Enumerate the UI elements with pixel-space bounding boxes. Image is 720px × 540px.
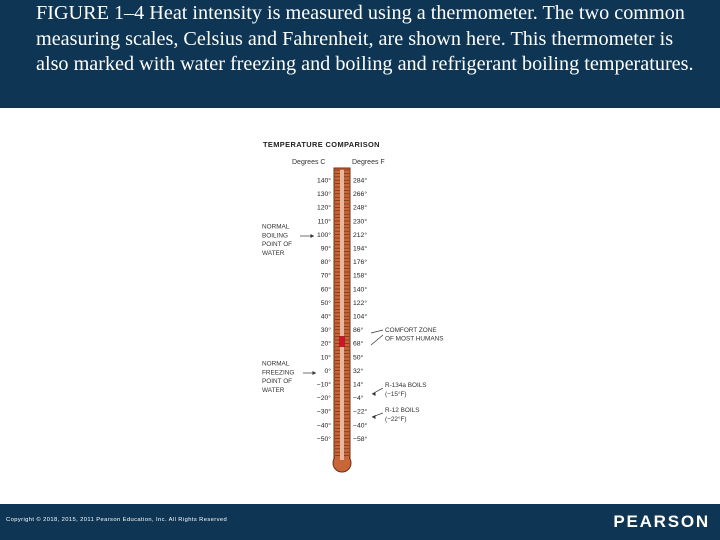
fahrenheit-value: 266° <box>353 191 368 199</box>
fahrenheit-value: 86° <box>353 327 364 335</box>
celsius-value: 90° <box>320 245 331 253</box>
celsius-value: 80° <box>320 259 331 267</box>
fahrenheit-value: 104° <box>353 313 368 321</box>
celsius-value: 50° <box>320 299 331 307</box>
celsius-value: 0° <box>324 367 331 375</box>
fahrenheit-value: 248° <box>353 204 368 212</box>
comfort-zone-label: COMFORT ZONE OF MOST HUMANS <box>385 327 444 343</box>
celsius-value: 70° <box>320 272 331 280</box>
celsius-value: 120° <box>316 204 331 212</box>
fahrenheit-value: 212° <box>353 231 368 239</box>
celsius-value: −50° <box>316 435 331 443</box>
celsius-value: 30° <box>320 327 331 335</box>
celsius-value: 100° <box>316 231 331 239</box>
fahrenheit-header: Degrees F <box>352 159 385 166</box>
celsius-header: Degrees C <box>292 159 326 166</box>
figure-caption: FIGURE 1–4 Heat intensity is measured using a thermometer. The two common measuring scales, Celsius and Fahrenheit, are shown here. This thermometer is also marked with water freezing and boiling and refrigerant boiling temperatures. <box>36 2 694 75</box>
comfort-leader <box>371 335 383 345</box>
celsius-value: 60° <box>320 286 331 294</box>
celsius-value: −40° <box>316 422 331 430</box>
r134a-arrow-head <box>372 392 376 396</box>
r134a-label: R-134a BOILS (−15°F) <box>385 382 427 398</box>
fahrenheit-value: 122° <box>353 299 368 307</box>
fahrenheit-value: 158° <box>353 272 368 280</box>
celsius-value: 40° <box>320 313 331 321</box>
celsius-value: −10° <box>316 381 331 389</box>
copyright-text: Copyright © 2018, 2015, 2011 Pearson Education, Inc. All Rights Reserved <box>6 517 228 523</box>
fahrenheit-value: 32° <box>353 367 364 375</box>
celsius-value: −20° <box>316 395 331 403</box>
fahrenheit-value: 194° <box>353 245 368 253</box>
fahrenheit-value: −40° <box>353 422 368 430</box>
footer-bar <box>0 504 720 540</box>
fahrenheit-value: −58° <box>353 435 368 443</box>
celsius-value: 110° <box>317 218 331 226</box>
fahrenheit-value: −22° <box>353 408 368 416</box>
boiling-point-label: NORMAL BOILING POINT OF WATER <box>262 223 293 257</box>
fahrenheit-value: 284° <box>353 177 368 185</box>
annotations <box>262 224 443 424</box>
boiling-arrow-head <box>311 234 315 238</box>
diagram-title: TEMPERATURE COMPARISON <box>263 140 380 149</box>
thermometer-svg <box>250 130 470 482</box>
celsius-value: 10° <box>320 354 331 362</box>
celsius-value: 130° <box>316 191 331 199</box>
fahrenheit-value: 230° <box>353 218 368 226</box>
fahrenheit-value: 50° <box>353 354 364 362</box>
fahrenheit-value: 176° <box>353 259 368 267</box>
fahrenheit-value: 68° <box>353 340 364 348</box>
fahrenheit-value: 140° <box>353 286 368 294</box>
celsius-value: 20° <box>320 340 331 348</box>
thermometer-bore <box>340 170 344 460</box>
comfort-leader <box>371 330 383 333</box>
freezing-arrow-head <box>313 371 317 375</box>
comfort-zone-marker <box>339 336 345 347</box>
r12-label: R-12 BOILS (−22°F) <box>385 407 420 423</box>
r12-arrow-head <box>372 415 376 419</box>
fahrenheit-value: −4° <box>353 395 364 403</box>
thermometer-diagram <box>250 130 470 487</box>
pearson-logo: PEARSON <box>613 512 710 531</box>
caption-banner <box>0 0 720 108</box>
celsius-value: 140° <box>316 177 331 185</box>
fahrenheit-value: 14° <box>353 381 364 389</box>
freezing-point-label: NORMAL FREEZING POINT OF WATER <box>262 360 295 394</box>
celsius-value: −30° <box>316 408 331 416</box>
